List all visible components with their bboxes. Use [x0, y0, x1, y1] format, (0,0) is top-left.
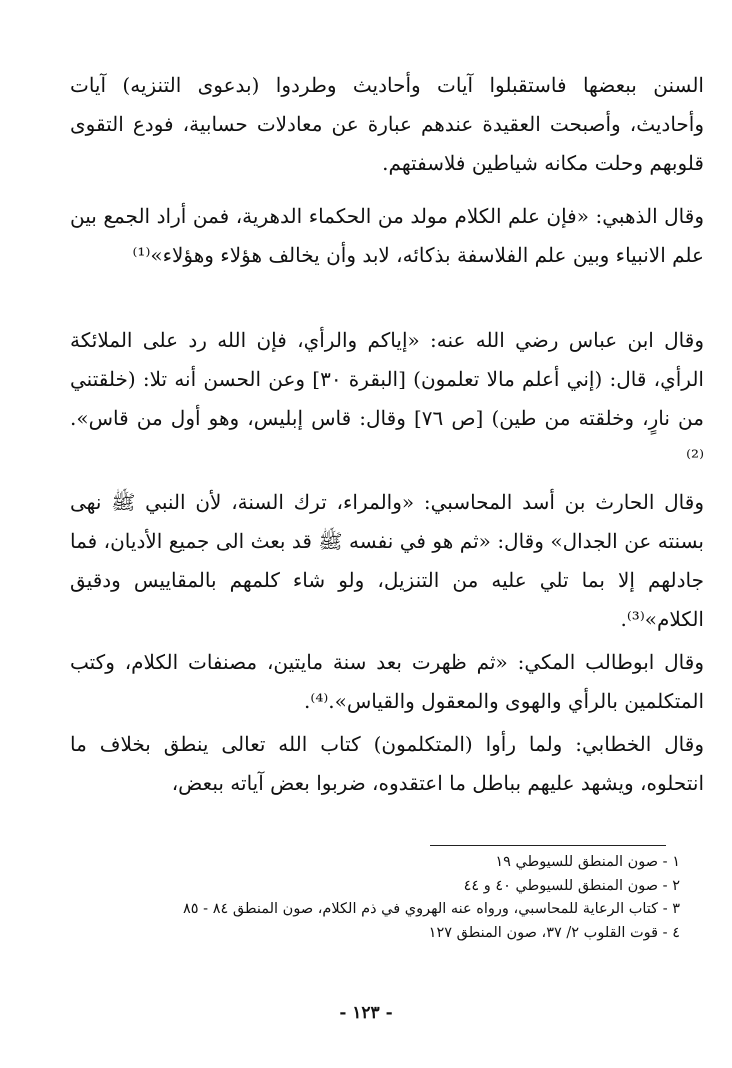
body-paragraph: وقال الذهبي: «فإن علم الكلام مولد من الحكماء الدهرية، فمن أراد الجمع بين علم الانبياء وبين علم الفلاسفة بذكائه، لابد وأن يخالف هؤلاء وهؤلاء»⁽¹⁾ — [70, 204, 704, 267]
page-number: - ١٢٣ - — [339, 1003, 393, 1023]
footnote-item: ٢ - صون المنطق للسيوطي ٤٠ و ٤٤ — [463, 877, 680, 894]
body-paragraph: وقال الخطابي: ولما رأوا (المتكلمون) كتاب الله تعالى ينطق بخلاف ما انتحلوه، ويشهد عليهم بباطل ما اعتقدوه، ضربوا بعض آياته ببعض، — [70, 732, 704, 795]
body-paragraph: وقال الحارث بن أسد المحاسبي: «والمراء، ترك السنة، لأن النبي ﷺ نهى بسنته عن الجدال» وقال: «ثم هو في نفسه ﷺ قد بعث الى جميع الأديان، فما جادلهم إلا بما تلي عليه من التنزيل، ولو شاء كلمهم بالمقاييس ودقيق الكلام»⁽³⁾. — [70, 490, 704, 631]
body-paragraph: وقال ابن عباس رضي الله عنه: «إياكم والرأي، فإن الله رد على الملائكة الرأي، قال: (إني أعلم مالا تعلمون) [البقرة ٣٠] وعن الحسن أنه تلا: (خلقتني من نارٍ، وخلقته من طين) [ص ٧٦] وقال: قاس إبليس، وهو أول من قاس». ⁽²⁾ — [70, 328, 704, 469]
footnote-item: ٤ - قوت القلوب ٢/ ٣٧، صون المنطق ١٢٧ — [428, 924, 680, 941]
footnote-divider — [430, 845, 666, 846]
body-paragraph: السنن ببعضها فاستقبلوا آيات وأحاديث وطردوا (بدعوى التنزيه) آيات وأحاديث، وأصبحت العقيدة عندهم عبارة عن معادلات حسابية، فودع التقوى قلوبهم وحلت مكانه شياطين فلاسفتهم. — [70, 73, 704, 175]
footnotes-list — [80, 851, 680, 945]
body-paragraph: وقال ابوطالب المكي: «ثم ظهرت بعد سنة مايتين، مصنفات الكلام، وكتب المتكلمين بالرأي والهوى والمعقول والقياس».⁽⁴⁾. — [70, 650, 704, 713]
footnote-item: ٣ - كتاب الرعاية للمحاسبي، ورواه عنه الهروي في ذم الكلام، صون المنطق ٨٤ - ٨٥ — [182, 901, 680, 917]
footnote-item: ١ - صون المنطق للسيوطي ١٩ — [495, 854, 680, 870]
